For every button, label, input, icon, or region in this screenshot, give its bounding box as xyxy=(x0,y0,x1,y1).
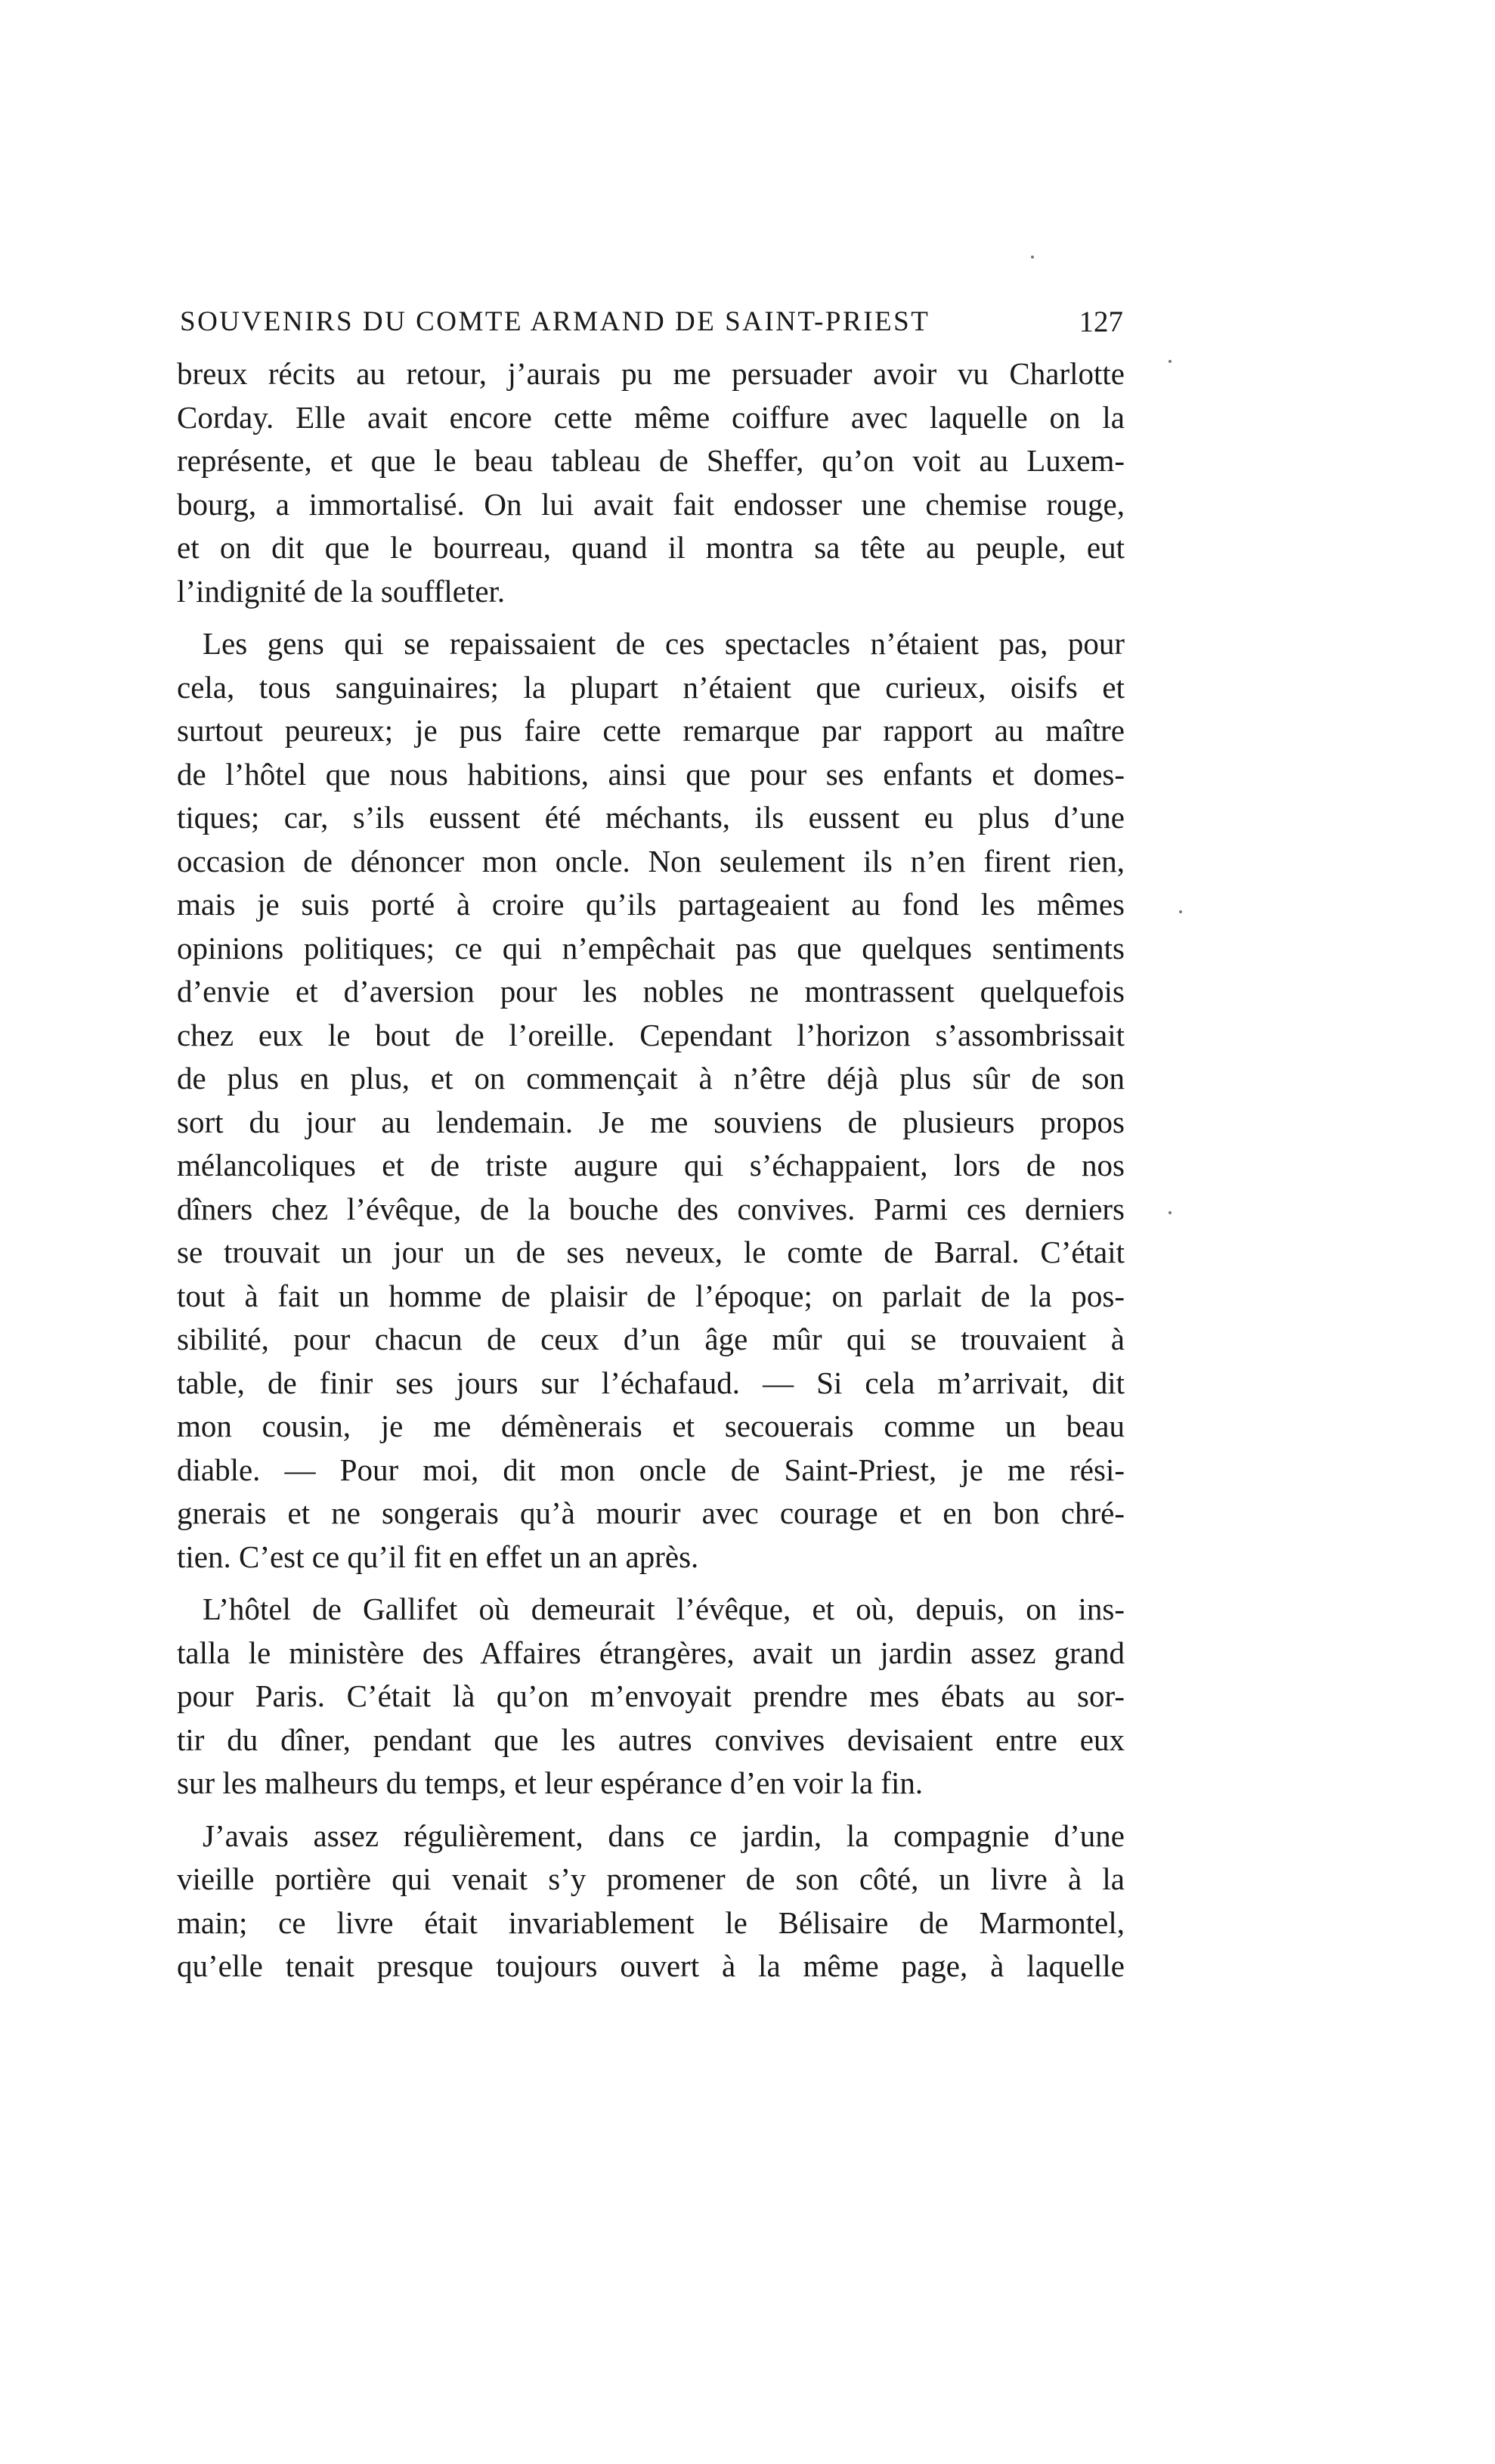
text-line: sort du jour au lendemain. Je me souviens de plusieurs propos xyxy=(177,1104,1125,1139)
text-line: breux récits au retour, j’aurais pu me persuader avoir vu Charlotte xyxy=(177,356,1125,391)
page-number: 127 xyxy=(1079,305,1123,338)
text-line: bourg, a immortalisé. On lui avait fait endosser une chemise rouge, xyxy=(177,486,1125,522)
text-line: dîners chez l’évêque, de la bouche des convives. Parmi ces derniers xyxy=(177,1191,1125,1226)
text-line: sibilité, pour chacun de ceux d’un âge mûr qui se trouvaient à xyxy=(177,1322,1125,1356)
text-line: Les gens qui se repaissaient de ces spectacles n’étaient pas, pour xyxy=(203,626,1125,661)
text-line: et on dit que le bourreau, quand il montra sa tête au peuple, eut xyxy=(177,530,1125,565)
body-text xyxy=(177,352,1125,1988)
text-line: mélancoliques et de triste augure qui s’échappaient, lors de nos xyxy=(177,1148,1125,1182)
text-line: main; ce livre était invariablement le Bélisaire de Marmontel, xyxy=(177,1905,1125,1940)
text-line: l’indignité de la souffleter. xyxy=(177,573,506,609)
text-line: qu’elle tenait presque toujours ouvert à la même page, à laquelle xyxy=(177,1948,1125,1983)
text-line: se trouvait un jour un de ses neveux, le comte de Barral. C’était xyxy=(177,1235,1125,1269)
text-line: occasion de dénoncer mon oncle. Non seulement ils n’en firent rien, xyxy=(177,843,1125,879)
text-line: tout à fait un homme de plaisir de l’époque; on parlait de la pos- xyxy=(177,1278,1125,1313)
text-line: mais je suis porté à croire qu’ils partageaient au fond les mêmes xyxy=(177,887,1125,922)
text-line: talla le ministère des Affaires étrangères, avait un jardin assez grand xyxy=(177,1635,1125,1670)
text-line: gnerais et ne songerais qu’à mourir avec courage et en bon chré- xyxy=(177,1495,1125,1530)
text-line: mon cousin, je me démènerais et secouerais comme un beau xyxy=(177,1409,1125,1443)
text-line: sur les malheurs du temps, et leur espérance d’en voir la fin. xyxy=(177,1765,924,1800)
paragraph xyxy=(177,1815,1125,1988)
text-line: tien. C’est ce qu’il fit en effet un an après. xyxy=(177,1539,699,1574)
text-line: Corday. Elle avait encore cette même coiffure avec laquelle on la xyxy=(177,399,1125,435)
text-line: diable. — Pour moi, dit mon oncle de Saint-Priest, je me rési- xyxy=(177,1452,1125,1487)
text-line: tiques; car, s’ils eussent été méchants, ils eussent eu plus d’une xyxy=(177,800,1125,835)
text-line: surtout peureux; je pus faire cette remarque par rapport au maître xyxy=(177,713,1125,748)
text-line: chez eux le bout de l’oreille. Cependant l’horizon s’assombrissait xyxy=(177,1017,1125,1052)
text-line: d’envie et d’aversion pour les nobles ne montrassent quelquefois xyxy=(177,974,1125,1009)
text-line: J’avais assez régulièrement, dans ce jardin, la compagnie d’une xyxy=(203,1818,1125,1853)
text-line: représente, et que le beau tableau de Sheffer, qu’on voit au Luxem- xyxy=(177,443,1125,478)
paragraph xyxy=(177,622,1125,1579)
text-line: cela, tous sanguinaires; la plupart n’étaient que curieux, oisifs et xyxy=(177,669,1125,705)
running-head-title: SOUVENIRS DU COMTE ARMAND DE SAINT-PRIEST xyxy=(180,306,930,337)
text-line: vieille portière qui venait s’y promener de son côté, un livre à la xyxy=(177,1861,1125,1896)
text-line: L’hôtel de Gallifet où demeurait l’évêque, et où, depuis, on ins- xyxy=(203,1592,1125,1626)
text-line: de plus en plus, et on commençait à n’être déjà plus sûr de son xyxy=(177,1061,1125,1096)
text-line: pour Paris. C’était là qu’on m’envoyait prendre mes ébats au sor- xyxy=(177,1678,1125,1713)
text-line: tir du dîner, pendant que les autres convives devisaient entre eux xyxy=(177,1722,1125,1757)
text-line: opinions politiques; ce qui n’empêchait pas que quelques sentiments xyxy=(177,930,1125,965)
running-head xyxy=(180,299,1123,345)
paragraph xyxy=(177,1588,1125,1805)
text-line: table, de finir ses jours sur l’échafaud. — Si cela m’arrivait, dit xyxy=(177,1365,1125,1400)
paragraph xyxy=(177,352,1125,613)
text-line: de l’hôtel que nous habitions, ainsi que pour ses enfants et domes- xyxy=(177,756,1125,792)
